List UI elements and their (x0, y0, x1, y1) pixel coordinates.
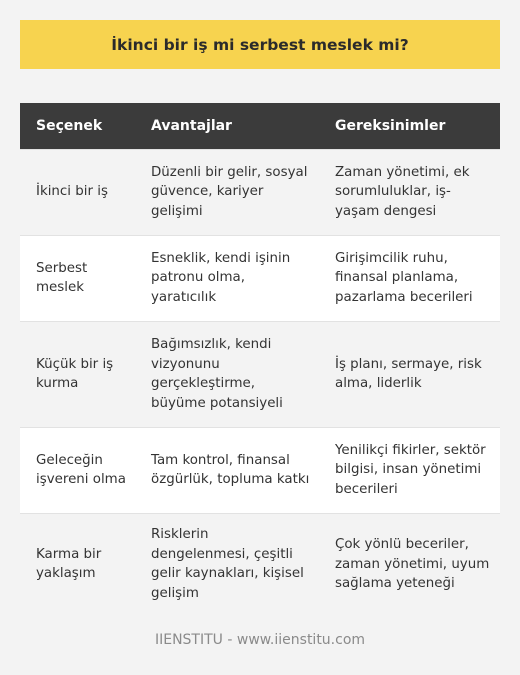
cell-advantages: Esneklik, kendi işinin patronu olma, yaratıcılık (134, 235, 318, 321)
table-row (20, 235, 500, 321)
cell-option: Serbest meslek (20, 235, 134, 321)
cell-requirements: Yenilikçi fikirler, sektör bilgisi, insan yönetimi becerileri (318, 427, 500, 513)
cell-option: İkinci bir iş (20, 149, 134, 235)
cell-requirements: Çok yönlü beceriler, zaman yönetimi, uyum sağlama yeteneği (318, 513, 500, 615)
title-banner (20, 20, 500, 69)
table-header-row (20, 103, 500, 149)
column-header-requirements: Gereksinimler (318, 103, 500, 149)
cell-advantages: Bağımsızlık, kendi vizyonunu gerçekleştirme, büyüme potansiyeli (134, 321, 318, 427)
table-row (20, 427, 500, 513)
column-header-advantages: Avantajlar (134, 103, 318, 149)
cell-option: Karma bir yaklaşım (20, 513, 134, 615)
footer-credit: IIENSTITU - www.iienstitu.com (154, 632, 366, 648)
table-row (20, 321, 500, 427)
column-header-option: Seçenek (20, 103, 134, 149)
page-title: İkinci bir iş mi serbest meslek mi? (111, 35, 409, 54)
table-row (20, 513, 500, 615)
cell-option: Küçük bir iş kurma (20, 321, 134, 427)
cell-advantages: Tam kontrol, finansal özgürlük, topluma katkı (134, 427, 318, 513)
cell-requirements: Zaman yönetimi, ek sorumluluklar, iş-yaşam dengesi (318, 149, 500, 235)
cell-option: Geleceğin işvereni olma (20, 427, 134, 513)
cell-requirements: İş planı, sermaye, risk alma, liderlik (318, 321, 500, 427)
cell-advantages: Risklerin dengelenmesi, çeşitli gelir kaynakları, kişisel gelişim (134, 513, 318, 615)
cell-advantages: Düzenli bir gelir, sosyal güvence, kariyer gelişimi (134, 149, 318, 235)
table-row (20, 149, 500, 235)
comparison-table (20, 103, 500, 615)
cell-requirements: Girişimcilik ruhu, finansal planlama, pazarlama becerileri (318, 235, 500, 321)
